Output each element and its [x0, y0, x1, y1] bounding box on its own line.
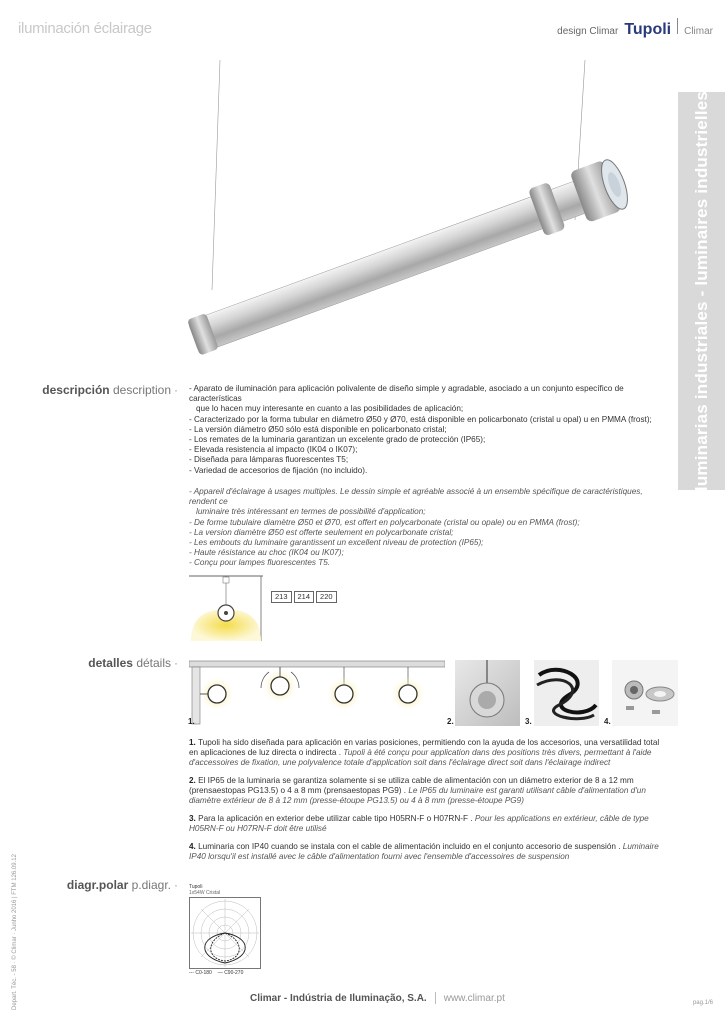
page-footer: [250, 992, 505, 1004]
section-details-label: detalles détails ·: [88, 656, 178, 670]
brand-header: [557, 18, 713, 39]
detail-photo-3: [534, 660, 599, 726]
desc-line: - Aparato de iluminación para aplicación polivalente de diseño simple y agradable, asociado a un conjunto específico de características: [189, 384, 624, 404]
document-reference: Depart. Téc. - 58 · © Climar · Junho 2016 | FTM 126.09.12: [12, 854, 18, 1010]
desc-line: - Variedad de accesorios de fijación (no incluido).: [189, 465, 368, 475]
legend-c0: --- C0-180: [189, 970, 212, 976]
polar-title: Tupoli: [189, 884, 203, 890]
website-link[interactable]: www.climar.pt: [443, 992, 505, 1004]
note-4: 4. Luminaria con IP40 cuando se instala con el cable de alimentación incluido en el conjunto accesorio de suspensión . Luminaire IP40 lorsqu'il est installé avec le câble d'alimentation fourni avec l'ensemble d'accessoires de suspension: [189, 842, 659, 861]
desc-fr-line: luminaire très intéressant en termes de possibilité d'application;: [196, 507, 426, 517]
note-1: 1. Tupoli ha sido diseñada para aplicación en varias posiciones, permitiendo con la ayuda de los accesorios, una versatilidad total en aplicaciones de luz directa o indirecta . Tupoli à été conçu pour application dans des positions très divers, permettant à l'aide d'accessoires de fixation, une polyvalence totale d'application soit dans l'éclairage direct soit dans l'éclairage indirect: [189, 738, 660, 767]
divider: [677, 18, 678, 34]
detail-number: 3.: [525, 717, 532, 726]
detail-number: 4.: [604, 717, 611, 726]
detail-photo-2: [455, 660, 520, 726]
detail-photo-4: [612, 660, 678, 726]
mounting-positions-diagram: [189, 658, 445, 726]
dim-code: 220: [316, 591, 337, 603]
desc-fr-line: - Conçu pour lampes fluorescentes T5.: [189, 558, 331, 568]
detail-number: 1.: [188, 717, 195, 726]
desc-line: - Los remates de la luminaria garantizan un excelente grado de protección (IP65);: [189, 435, 486, 445]
desc-line: - Caracterizado por la forma tubular en diámetro Ø50 y Ø70, está disponible en policarbonato (cristal u opal) u en PMMA (frost);: [189, 414, 652, 424]
desc-fr-line: - Haute résistance au choc (IK04 ou IK07);: [189, 548, 344, 558]
product-name: Tupoli: [624, 21, 672, 38]
company-name: Climar - Indústria de Iluminação, S.A.: [250, 992, 427, 1004]
dimension-diagram: [189, 573, 269, 641]
dim-code: 213: [271, 591, 292, 603]
desc-fr-line: - La version diamètre Ø50 est offerte seulement en polycarbonate cristal;: [189, 527, 454, 537]
dimension-codes: [271, 591, 337, 603]
legend-c90: — C90-270: [217, 970, 244, 976]
desc-line: que lo hacen muy interesante en cuanto a las posibilidades de aplicación;: [196, 404, 464, 414]
polar-diagram: [189, 897, 261, 969]
footer-divider: [435, 992, 436, 1004]
note-3: 3. Para la aplicación en exterior debe utilizar cable tipo H05RN-F o H07RN-F . Pour les applications en extérieur, câble de type H05RN-F ou H07RN-F doit être utilisé: [189, 814, 649, 833]
description-es: [189, 384, 669, 476]
category-title: iluminación éclairage: [18, 20, 152, 37]
dim-code: 214: [294, 591, 315, 603]
sidebar-label: luminarias industriales - luminaires industrielles: [691, 90, 711, 492]
desc-fr-line: - Appareil d'éclairage à usages multiples. Le dessin simple et agréable associé à un ensemble spécifique de caractéristiques, rendent ce: [189, 487, 643, 507]
detail-number: 2.: [447, 717, 454, 726]
section-polar-label: diagr.polar p.diagr. ·: [66, 878, 178, 892]
desc-line: - La versión diámetro Ø50 sólo está disponible en policarbonato cristal;: [189, 424, 447, 434]
detail-notes: [189, 738, 669, 870]
design-label: design Climar: [557, 26, 619, 37]
desc-fr-line: - De forme tubulaire diamètre Ø50 et Ø70, est offert en polycarbonate (cristal ou opale) ou en PMMA (frost);: [189, 517, 580, 527]
polar-subtitle: 1x54W Cristal: [189, 890, 221, 896]
description-fr: [189, 487, 669, 569]
section-description-label: descripción description ·: [42, 383, 178, 397]
product-image: [150, 60, 650, 380]
category-sidebar: [678, 92, 725, 490]
note-2: 2. El IP65 de la luminaria se garantiza solamente si se utiliza cable de alimentación con un diámetro exterior de 8 a 12 mm (prensaestopas PG13.5) o 4 a 8 mm (prensaestopas PG9) . Le IP65 du luminaire est garanti utilisant câble d'alimentation d'un diamètre extérieur de 8 à 12 mm (presse-étoupe PG13.5) ou 4 à 8 mm (presse-étoupe PG9): [189, 776, 646, 805]
page-number: pag.1/6: [692, 1000, 713, 1006]
polar-legend: [189, 970, 243, 976]
desc-fr-line: - Les embouts du luminaire garantissent un excellent niveau de protection (IP65);: [189, 538, 484, 548]
desc-line: - Elevada resistencia al impacto (IK04 o IK07);: [189, 445, 358, 455]
desc-line: - Diseñada para lámparas fluorescentes T5;: [189, 455, 349, 465]
brand-name: Climar: [684, 26, 713, 37]
